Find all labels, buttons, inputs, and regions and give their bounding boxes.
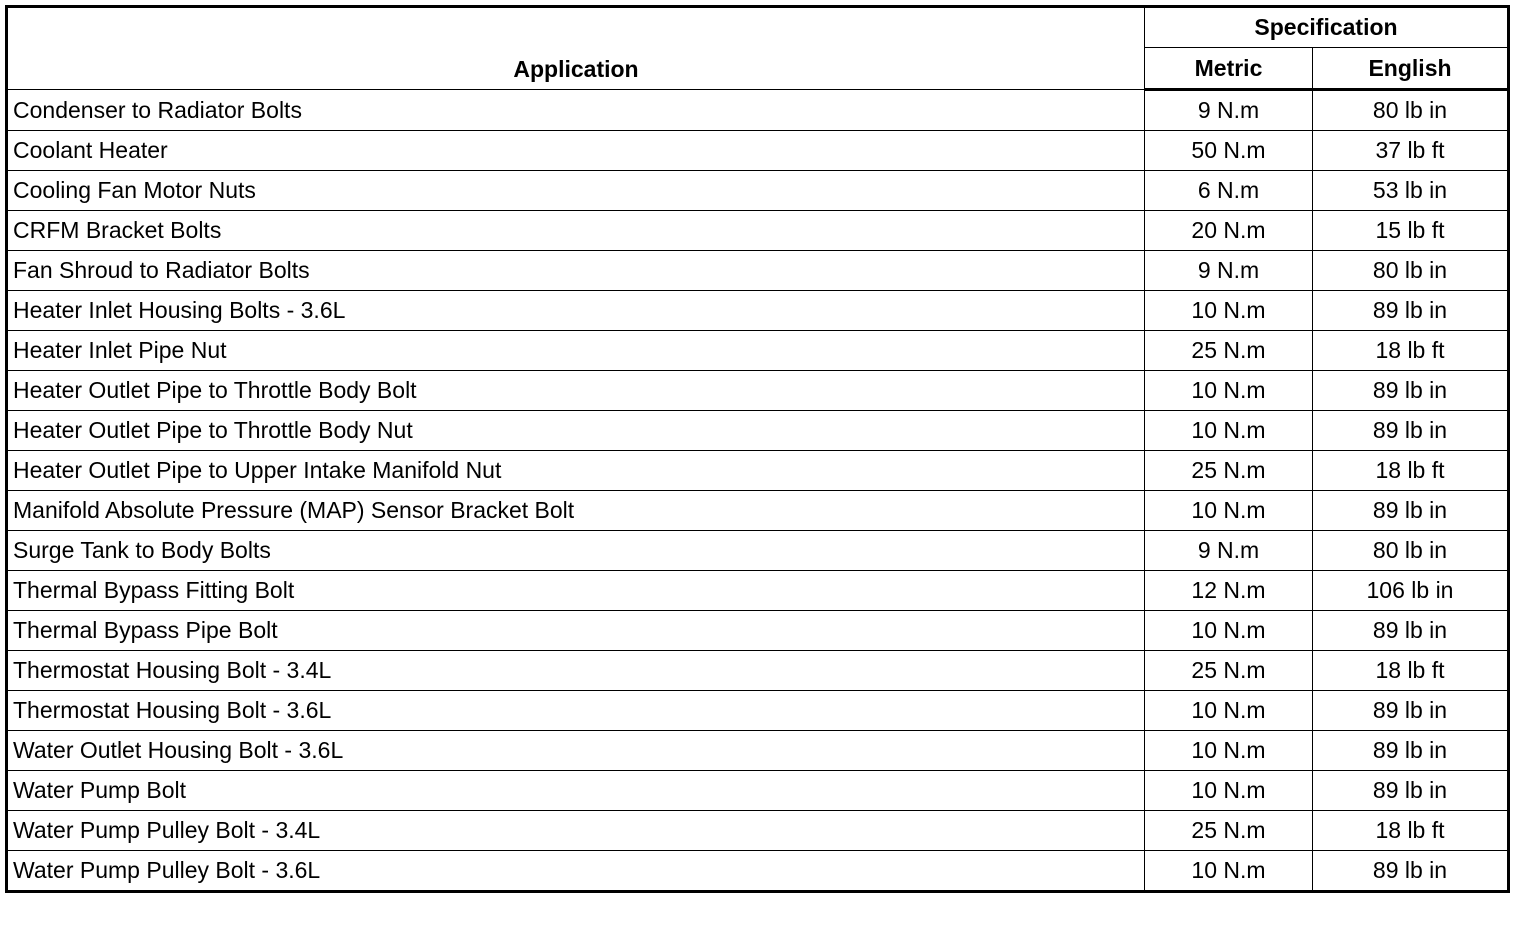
application-cell: Surge Tank to Body Bolts bbox=[7, 531, 1145, 571]
table-row bbox=[7, 171, 1509, 211]
metric-cell: 10 N.m bbox=[1145, 411, 1313, 451]
application-cell: Thermostat Housing Bolt - 3.6L bbox=[7, 691, 1145, 731]
table-row bbox=[7, 211, 1509, 251]
metric-cell: 9 N.m bbox=[1145, 251, 1313, 291]
application-cell: Water Pump Pulley Bolt - 3.6L bbox=[7, 851, 1145, 892]
table-row bbox=[7, 251, 1509, 291]
metric-cell: 9 N.m bbox=[1145, 90, 1313, 131]
table-row bbox=[7, 411, 1509, 451]
table-row bbox=[7, 451, 1509, 491]
application-cell: Condenser to Radiator Bolts bbox=[7, 90, 1145, 131]
application-cell: Water Outlet Housing Bolt - 3.6L bbox=[7, 731, 1145, 771]
metric-cell: 10 N.m bbox=[1145, 491, 1313, 531]
table-row bbox=[7, 691, 1509, 731]
english-cell: 53 lb in bbox=[1313, 171, 1509, 211]
english-cell: 18 lb ft bbox=[1313, 331, 1509, 371]
metric-cell: 10 N.m bbox=[1145, 731, 1313, 771]
table-row bbox=[7, 771, 1509, 811]
header-row-top bbox=[7, 7, 1509, 48]
table-row bbox=[7, 851, 1509, 892]
metric-cell: 25 N.m bbox=[1145, 811, 1313, 851]
english-cell: 15 lb ft bbox=[1313, 211, 1509, 251]
application-cell: Thermal Bypass Pipe Bolt bbox=[7, 611, 1145, 651]
application-cell: Cooling Fan Motor Nuts bbox=[7, 171, 1145, 211]
application-cell: Fan Shroud to Radiator Bolts bbox=[7, 251, 1145, 291]
table-row bbox=[7, 491, 1509, 531]
application-cell: Manifold Absolute Pressure (MAP) Sensor Bracket Bolt bbox=[7, 491, 1145, 531]
application-cell: Heater Inlet Housing Bolts - 3.6L bbox=[7, 291, 1145, 331]
metric-cell: 50 N.m bbox=[1145, 131, 1313, 171]
metric-cell: 10 N.m bbox=[1145, 371, 1313, 411]
metric-cell: 25 N.m bbox=[1145, 651, 1313, 691]
english-cell: 18 lb ft bbox=[1313, 811, 1509, 851]
english-cell: 89 lb in bbox=[1313, 731, 1509, 771]
application-cell: Heater Outlet Pipe to Throttle Body Bolt bbox=[7, 371, 1145, 411]
english-cell: 80 lb in bbox=[1313, 531, 1509, 571]
metric-cell: 10 N.m bbox=[1145, 771, 1313, 811]
metric-cell: 6 N.m bbox=[1145, 171, 1313, 211]
metric-cell: 10 N.m bbox=[1145, 851, 1313, 892]
english-cell: 89 lb in bbox=[1313, 851, 1509, 892]
application-cell: Water Pump Bolt bbox=[7, 771, 1145, 811]
table-header bbox=[7, 7, 1509, 90]
fastener-specification-table bbox=[5, 5, 1510, 893]
table-row bbox=[7, 371, 1509, 411]
metric-cell: 9 N.m bbox=[1145, 531, 1313, 571]
application-cell: Thermal Bypass Fitting Bolt bbox=[7, 571, 1145, 611]
application-cell: Water Pump Pulley Bolt - 3.4L bbox=[7, 811, 1145, 851]
english-cell: 89 lb in bbox=[1313, 691, 1509, 731]
table-row bbox=[7, 651, 1509, 691]
english-cell: 80 lb in bbox=[1313, 90, 1509, 131]
metric-cell: 10 N.m bbox=[1145, 291, 1313, 331]
table-body bbox=[7, 90, 1509, 892]
metric-cell: 10 N.m bbox=[1145, 611, 1313, 651]
english-cell: 89 lb in bbox=[1313, 611, 1509, 651]
application-cell: Thermostat Housing Bolt - 3.4L bbox=[7, 651, 1145, 691]
metric-cell: 12 N.m bbox=[1145, 571, 1313, 611]
english-cell: 18 lb ft bbox=[1313, 451, 1509, 491]
specification-column-header: Specification bbox=[1145, 7, 1509, 48]
english-cell: 89 lb in bbox=[1313, 291, 1509, 331]
application-cell: Coolant Heater bbox=[7, 131, 1145, 171]
metric-cell: 10 N.m bbox=[1145, 691, 1313, 731]
english-cell: 37 lb ft bbox=[1313, 131, 1509, 171]
english-cell: 106 lb in bbox=[1313, 571, 1509, 611]
english-cell: 80 lb in bbox=[1313, 251, 1509, 291]
application-cell: Heater Outlet Pipe to Upper Intake Manifold Nut bbox=[7, 451, 1145, 491]
table-row bbox=[7, 531, 1509, 571]
english-cell: 89 lb in bbox=[1313, 771, 1509, 811]
table-row bbox=[7, 291, 1509, 331]
table-row bbox=[7, 571, 1509, 611]
application-cell: CRFM Bracket Bolts bbox=[7, 211, 1145, 251]
metric-cell: 25 N.m bbox=[1145, 331, 1313, 371]
english-cell: 89 lb in bbox=[1313, 371, 1509, 411]
application-cell: Heater Outlet Pipe to Throttle Body Nut bbox=[7, 411, 1145, 451]
table-row bbox=[7, 331, 1509, 371]
table-row bbox=[7, 90, 1509, 131]
english-cell: 89 lb in bbox=[1313, 491, 1509, 531]
table-row bbox=[7, 731, 1509, 771]
table-row bbox=[7, 131, 1509, 171]
application-column-header: Application bbox=[7, 7, 1145, 90]
metric-cell: 25 N.m bbox=[1145, 451, 1313, 491]
english-column-header: English bbox=[1313, 48, 1509, 90]
english-cell: 89 lb in bbox=[1313, 411, 1509, 451]
metric-column-header: Metric bbox=[1145, 48, 1313, 90]
english-cell: 18 lb ft bbox=[1313, 651, 1509, 691]
application-cell: Heater Inlet Pipe Nut bbox=[7, 331, 1145, 371]
metric-cell: 20 N.m bbox=[1145, 211, 1313, 251]
table-row bbox=[7, 811, 1509, 851]
table-row bbox=[7, 611, 1509, 651]
